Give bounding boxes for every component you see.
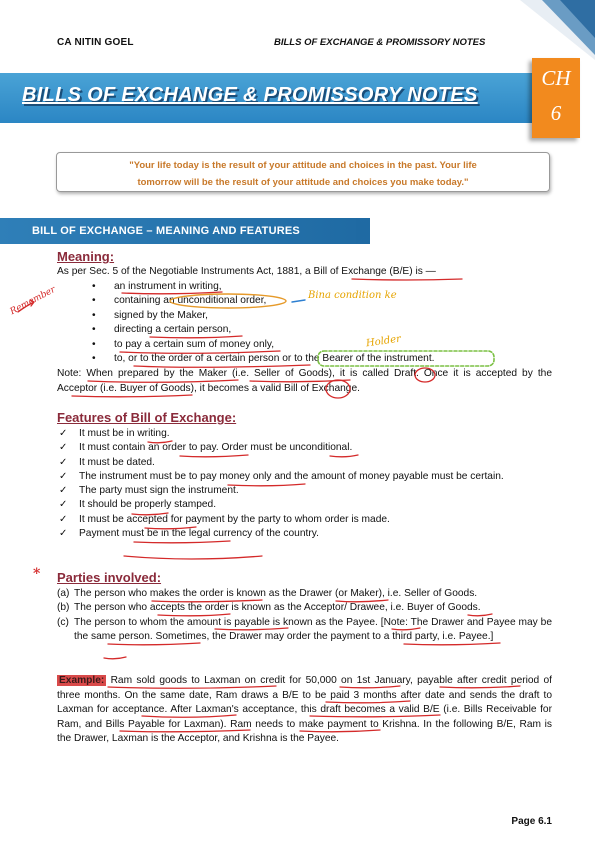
annotation-condition: Bina condition ke: [308, 290, 397, 301]
underline-mark: [310, 715, 440, 717]
list-item: ✓ It must contain an order to pay. Order must be unconditional.: [57, 441, 552, 455]
list-item: • containing an unconditional order,: [92, 294, 532, 308]
example-label: Example:: [59, 675, 105, 686]
list-item-label: (a): [57, 588, 70, 599]
highlight-mark: [318, 351, 494, 366]
underline-mark: [120, 730, 250, 732]
underline-mark: [122, 292, 222, 294]
list-item-text: The person to whom the amount is payable is known as the Payee. [Note: The Drawer and Payee may be the same person. Sometimes, the Drawer may order the payment to a third party, i.e. Payee.]: [74, 616, 552, 643]
list-item: • to pay a certain sum of money only,: [92, 338, 532, 352]
underline-mark: [120, 351, 280, 353]
list-item: ✓ It must be in writing.: [57, 427, 552, 441]
quote-line-1: "Your life today is the result of your attitude and choices in the past. Your life: [129, 160, 477, 171]
list-item: ✓ The party must sign the instrument.: [57, 484, 552, 498]
meaning-heading: Meaning:: [57, 249, 115, 264]
underline-mark: [340, 686, 400, 688]
list-item: ✓ The instrument must be to pay money only and the amount of money payable must be certain.: [57, 470, 552, 484]
list-item-label: (c): [57, 616, 69, 628]
underline-mark: [134, 541, 230, 543]
author-name: CA NITIN GOEL: [57, 37, 134, 48]
highlight-mark: [292, 300, 305, 302]
annotation-holder: Holder: [365, 333, 402, 350]
underline-mark: [108, 643, 200, 645]
list-item: • an instrument in writing,: [92, 280, 532, 294]
underline-mark: [392, 628, 420, 630]
underline-mark: [180, 455, 248, 457]
chapter-title: BILLS OF EXCHANGE & PROMISSORY NOTES: [22, 84, 478, 106]
meaning-intro: As per Sec. 5 of the Negotiable Instruments Act, 1881, a Bill of Exchange (B/E) is —: [57, 266, 436, 277]
section-title: BILL OF EXCHANGE – MEANING AND FEATURES: [32, 225, 300, 237]
arrow-mark: [18, 300, 34, 312]
underline-mark: [88, 380, 238, 382]
features-heading: Features of Bill of Exchange:: [57, 410, 237, 425]
meaning-note: Note: When prepared by the Maker (i.e. Seller of Goods), it is called Draft. Once it is accepted by the Acceptor (i.e. Buyer of Goods), it becomes a valid Bill of Exchange.: [57, 368, 552, 394]
underline-mark: [132, 513, 168, 515]
underline-mark: [148, 441, 172, 443]
underline-mark: [300, 730, 380, 732]
underline-mark: [150, 336, 242, 338]
underline-mark: [108, 686, 276, 688]
underline-mark: [215, 628, 288, 630]
list-item: • directing a certain person,: [92, 323, 532, 337]
list-item-label: (b): [57, 602, 70, 614]
quote-line-2: tomorrow will be the result of your attitude and choices you make today.": [137, 177, 469, 188]
list-item-text: The person who accepts the order is known as the Acceptor/ Drawee, i.e. Buyer of Goods.: [74, 602, 481, 614]
circle-mark: [326, 380, 350, 398]
list-item: • to, or to the order of a certain person or to the Bearer of the instrument.: [92, 352, 532, 366]
underline-mark: [145, 527, 196, 529]
highlight-mark: [170, 294, 286, 308]
underline-mark: [336, 600, 388, 602]
list-item: • signed by the Maker,: [92, 309, 532, 323]
underline-mark: [152, 600, 262, 602]
circle-mark: [415, 368, 435, 382]
underline-mark: [104, 657, 126, 659]
underline-mark: [72, 395, 192, 397]
list-item: ✓ It must be accepted for payment by the party to whom order is made.: [57, 513, 552, 527]
list-item: ✓ It should be properly stamped.: [57, 498, 552, 512]
underline-mark: [142, 715, 236, 717]
list-item: ✓ It must be dated.: [57, 456, 552, 470]
list-item-text: The person who makes the order is known as the Drawer (or Maker), i.e. Seller of Goods.: [74, 588, 478, 599]
underline-mark: [352, 279, 462, 280]
book-title: BILLS OF EXCHANGE & PROMISSORY NOTES: [274, 37, 486, 48]
parties-heading: Parties involved:: [57, 570, 162, 585]
underline-mark: [330, 455, 358, 457]
underline-mark: [468, 614, 492, 616]
underline-mark: [134, 365, 310, 367]
annotation-remember: Remember: [8, 284, 58, 318]
chapter-number: 6: [550, 101, 562, 125]
annotation-star: *: [33, 566, 41, 582]
underline-mark: [158, 614, 230, 616]
underline-mark: [326, 701, 410, 703]
page-number: Page 6.1: [511, 816, 552, 827]
chapter-prefix: CH: [541, 66, 571, 90]
underline-mark: [124, 556, 262, 559]
list-item: ✓ Payment must be in the legal currency of the country.: [57, 527, 552, 541]
underline-mark: [404, 643, 500, 645]
underline-mark: [440, 686, 520, 688]
example-text: Ram sold goods to Laxman on credit for 50,000 on 1st January, payable after credit period of three months. On the same date, Ram draws a B/E to be paid 3 months after date and sends the draft to Laxman for acceptance. After Laxman's acceptance, this draft becomes a valid B/E (i.e. Bills Receivable for Ram, and Bills Payable for Laxman). Ram needs to make payment to Krishna. In the following B/E, Ram is the Drawer, Laxman is the Acceptor, and Krishna is the Payee.: [57, 675, 552, 745]
underline-mark: [228, 484, 305, 486]
